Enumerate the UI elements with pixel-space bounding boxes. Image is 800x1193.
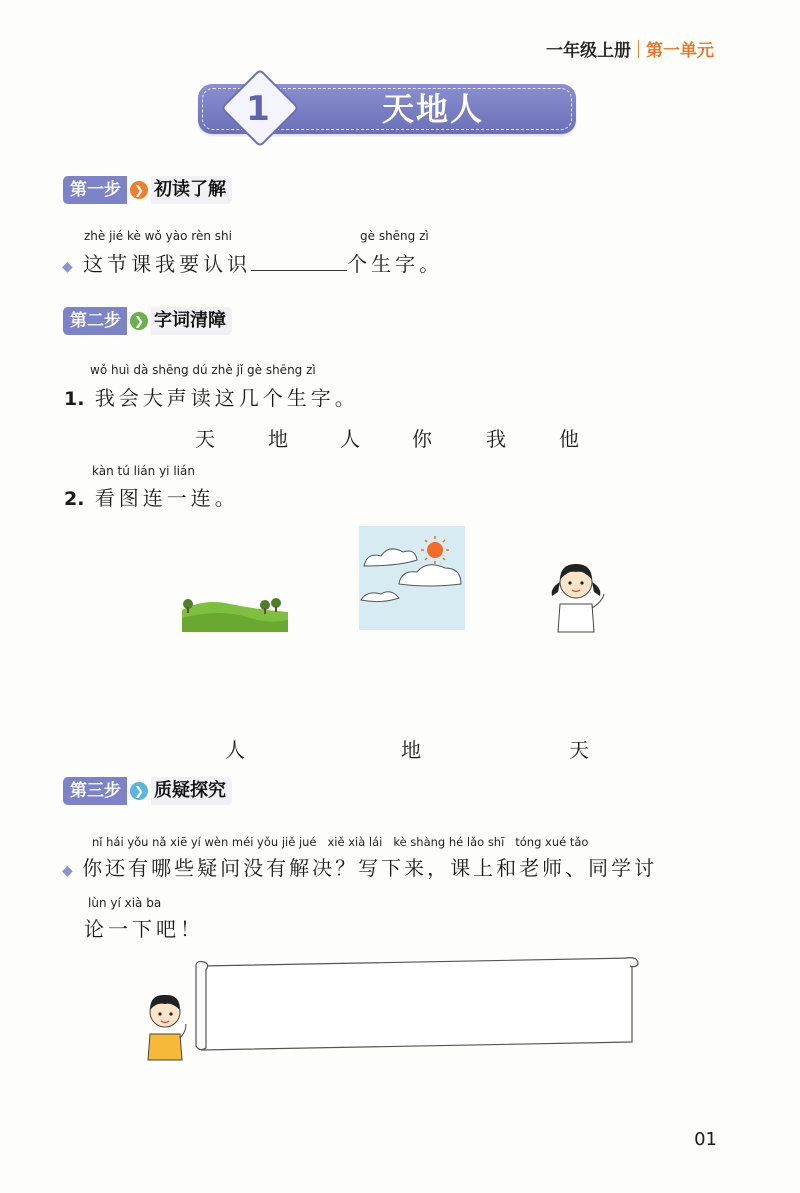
char-ren: 人 (340, 427, 360, 451)
step3-pinyin-line2: lùn yí xià ba (88, 896, 162, 910)
step-1-label (63, 176, 232, 204)
arrow-right-icon: ❯ (130, 181, 148, 199)
step-3-label (63, 777, 232, 805)
lesson-title-banner (198, 84, 576, 134)
q2-text: 看图连一连。 (94, 486, 239, 510)
earth-landscape-image[interactable] (180, 590, 290, 634)
step1-text-b: 个生字。 (347, 252, 444, 276)
lesson-title: 天地人 (381, 90, 484, 128)
boy-person-image (142, 990, 190, 1062)
page-number: 01 (694, 1129, 717, 1150)
girl-person-image[interactable] (546, 556, 612, 634)
step3-pinyin-line1: nǐ hái yǒu nǎ xiē yí wèn méi yǒu jiě jué xiě xià lái kè shàng hé lǎo shī tóng xué tǎo (92, 835, 589, 849)
q1-number: 1. (64, 388, 85, 410)
diamond-bullet-icon: ◆ (62, 863, 73, 879)
step-1-tag: 第一步 (63, 176, 127, 204)
char-tian: 天 (195, 427, 215, 451)
char-ta: 他 (559, 427, 579, 451)
arrow-right-icon: ❯ (130, 312, 148, 330)
step-2-name: 字词清障 (151, 307, 232, 335)
match-char-ren: 人 (225, 738, 245, 762)
header-divider (638, 40, 639, 58)
step-2-label (63, 307, 232, 335)
step-1-name: 初读了解 (151, 176, 232, 204)
scroll-answer-box[interactable] (192, 956, 642, 1056)
step3-text-line2: 论一下吧！ (84, 917, 204, 941)
q2-pinyin: kàn tú lián yi lián (92, 464, 195, 478)
char-ni: 你 (412, 427, 432, 451)
match-char-tian: 天 (569, 738, 589, 762)
step1-pinyin-a: zhè jié kè wǒ yào rèn shi (84, 229, 232, 243)
q1-line (64, 382, 359, 411)
arrow-right-icon: ❯ (130, 782, 148, 800)
q2-number: 2. (64, 488, 85, 510)
step1-pinyin-b: gè shēng zì (360, 229, 429, 243)
diamond-bullet-icon: ◆ (62, 259, 73, 275)
step3-text-line1: 你还有哪些疑问没有解决？写下来，课上和老师、同学讨 (82, 856, 658, 880)
grade-label: 一年级上册 (546, 41, 631, 61)
fill-blank[interactable] (251, 254, 347, 271)
sky-image[interactable] (359, 526, 465, 630)
char-di: 地 (268, 427, 288, 451)
step-3-name: 质疑探究 (151, 777, 232, 805)
q1-pinyin: wǒ huì dà shēng dú zhè jǐ gè shēng zì (90, 363, 316, 377)
q1-text: 我会大声读这几个生字。 (94, 386, 359, 410)
char-wo: 我 (486, 427, 506, 451)
unit-label: 第一单元 (646, 41, 714, 61)
step-2-tag: 第二步 (63, 307, 127, 335)
step3-line1 (62, 852, 657, 881)
page-header (546, 36, 714, 61)
lesson-number: 1 (246, 89, 270, 129)
match-char-di: 地 (401, 738, 421, 762)
step1-sentence (62, 248, 443, 277)
step1-text-a: 这节课我要认识 (83, 252, 252, 276)
q2-line (64, 482, 239, 511)
step-3-tag: 第三步 (63, 777, 127, 805)
